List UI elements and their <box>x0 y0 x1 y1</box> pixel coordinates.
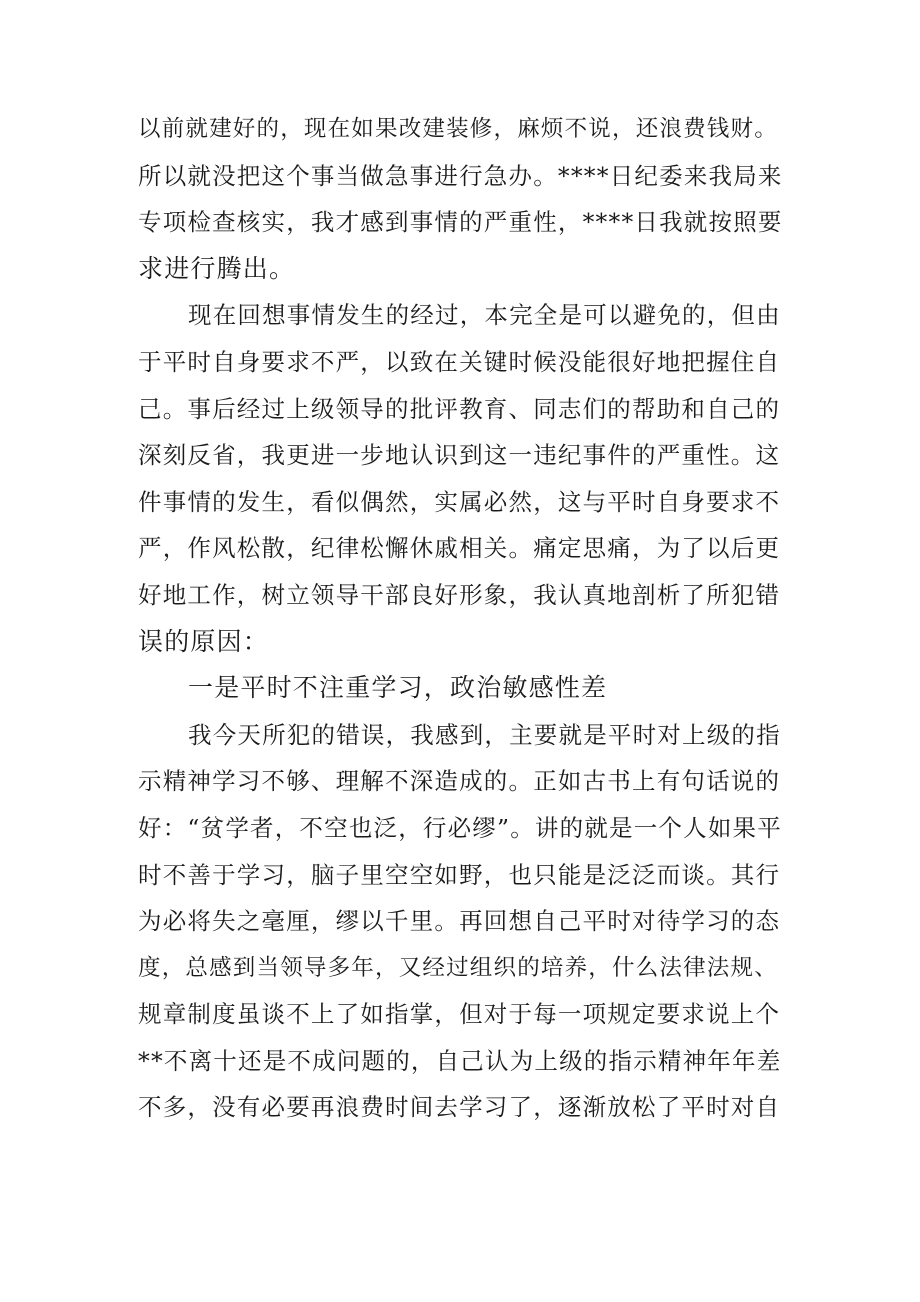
text-line: 误的原因： <box>138 626 270 656</box>
text-line: 于平时自身要求不严，以致在关键时候没能很好地把握住自 <box>138 347 781 376</box>
text-line: 规章制度虽谈不上了如指掌，但对于每一项规定要求说上个 <box>138 1000 781 1029</box>
text-line: 我今天所犯的错误，我感到，主要就是平时对上级的指 <box>188 720 781 749</box>
text-line: 不多，没有必要再浪费时间去学习了，逐渐放松了平时对自 <box>138 1093 781 1122</box>
text-line: 为必将失之毫厘，缪以千里。再回想自己平时对待学习的态 <box>138 907 781 936</box>
text-line: 好地工作，树立领导干部良好形象，我认真地剖析了所犯错 <box>138 580 781 609</box>
text-line: 示精神学习不够、理解不深造成的。正如古书上有句话说的 <box>138 767 781 796</box>
text-line: 好：“贫学者，不空也泛，行必缪”。讲的就是一个人如果平 <box>138 813 782 842</box>
text-line: **不离十还是不成问题的，自己认为上级的指示精神年年差 <box>138 1046 782 1075</box>
document-body <box>138 106 786 1131</box>
text-line: 专项检查核实，我才感到事情的严重性，****日我就按照要 <box>138 208 783 237</box>
text-line: 己。事后经过上级领导的批评教育、同志们的帮助和自己的 <box>138 394 781 423</box>
text-line: 时不善于学习，脑子里空空如野，也只能是泛泛而谈。其行 <box>138 860 781 889</box>
text-line: 一是平时不注重学习，政治敏感性差 <box>188 673 608 703</box>
text-line: 以前就建好的，现在如果改建装修，麻烦不说，还浪费钱财。 <box>138 116 778 142</box>
text-line: 度，总感到当领导多年，又经过组织的培养，什么法律法规、 <box>138 954 778 981</box>
text-line: 严，作风松散，纪律松懈休戚相关。痛定思痛，为了以后更 <box>138 534 781 563</box>
text-line: 深刻反省，我更进一步地认识到这一违纪事件的严重性。这 <box>138 441 781 470</box>
text-line: 现在回想事情发生的经过，本完全是可以避免的，但由 <box>188 301 781 330</box>
text-line: 所以就没把这个事当做急事进行急办。****日纪委来我局来 <box>138 161 783 190</box>
text-line: 件事情的发生，看似偶然，实属必然，这与平时自身要求不 <box>138 487 781 516</box>
text-line: 求进行腾出。 <box>138 253 296 283</box>
